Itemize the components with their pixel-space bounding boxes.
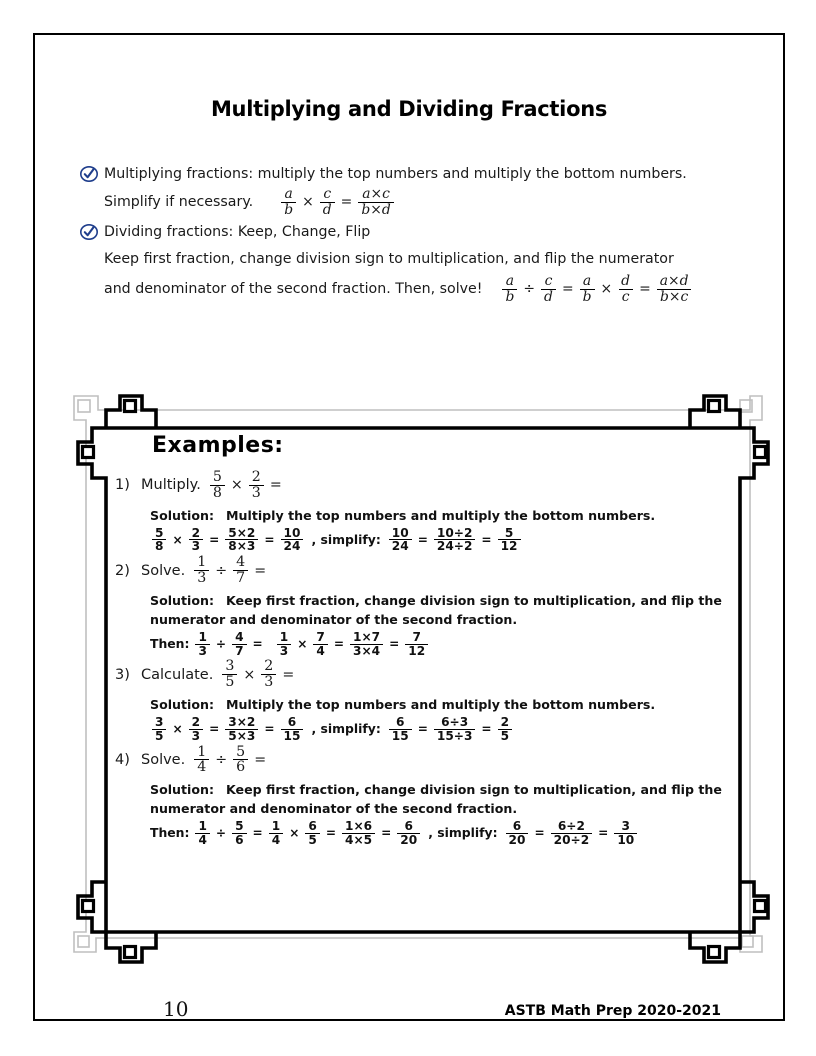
equals-operator: =	[282, 666, 295, 683]
equals-operator-2: =	[639, 281, 651, 298]
note-dividing-line2: Keep first fraction, change division sign to multiplication, and flip the numerator	[104, 251, 674, 268]
simplify-label: , simplify:	[311, 531, 381, 547]
fraction-a-over-b: $\frac{a}{b}$	[281, 187, 296, 217]
note-text-multiplying: Multiplying fractions: multiply the top numbers and multiply the bottom numbers.	[104, 166, 687, 182]
fraction-c-over-d: $\frac{c}{d}$	[541, 274, 556, 304]
times-operator: ×	[302, 193, 314, 210]
solution-text: Keep first fraction, change division sign to multiplication, and flip the numerator and denominator of the second fraction.	[150, 593, 722, 627]
example-number: 1)	[115, 477, 130, 494]
note-simplify-label: Simplify if necessary.	[104, 193, 254, 210]
example-label: Multiply.	[141, 477, 201, 494]
example-solution	[150, 507, 785, 553]
example-solution	[150, 696, 785, 742]
example-prompt	[115, 470, 785, 501]
then-label: Then:	[150, 825, 190, 841]
fraction-result: $\frac{a\times c}{b\times d}$	[358, 187, 393, 217]
then-label: Then:	[150, 635, 190, 651]
equals-operator: =	[561, 281, 574, 298]
solution-statement	[150, 781, 785, 819]
fraction-d-over-c: $\frac{d}{c}$	[618, 274, 633, 304]
fraction-a-over-b-2: $\frac{a}{b}$	[580, 274, 595, 304]
simplify-label: , simplify:	[311, 720, 381, 736]
solution-text: Keep first fraction, change division sign to multiplication, and flip the numerator and denominator of the second fraction.	[150, 782, 722, 817]
solution-work: Then: $\frac{1}{3}$ ÷ $\frac{4}{7}$ = $\frac{1}{3}$ × $\frac{7}{4}$ = $\frac{1\times 7}{3\times 4}$ = $\frac{7}{12}$	[150, 631, 785, 658]
divide-operator: ÷	[215, 751, 228, 768]
equals-operator: =	[254, 751, 267, 768]
times-operator: ×	[600, 281, 613, 298]
example-label: Calculate.	[141, 666, 214, 683]
example-number: 4)	[115, 751, 130, 768]
divide-operator: ÷	[523, 281, 536, 298]
fraction-a-over-b: $\frac{a}{b}$	[502, 274, 517, 304]
notes-section	[79, 163, 749, 305]
formula-divide-fractions	[500, 274, 693, 304]
example-label: Solve.	[141, 562, 186, 579]
note-text-dividing: Dividing fractions: Keep, Change, Flip	[104, 224, 371, 241]
footer-source-label: ASTB Math Prep 2020-2021	[504, 1003, 721, 1019]
fraction-c-over-d: $\frac{c}{d}$	[320, 187, 335, 217]
solution-statement	[150, 696, 785, 715]
equals-operator: =	[254, 562, 267, 579]
solution-label: Solution:	[150, 697, 214, 713]
example-number: 3)	[115, 666, 130, 683]
simplify-label: , simplify:	[428, 825, 498, 841]
example-prompt	[115, 555, 785, 586]
example-number: 2)	[115, 562, 130, 579]
example-solution	[150, 592, 785, 657]
blue-check-circle-icon	[79, 164, 99, 184]
solution-statement	[150, 507, 785, 526]
example-prompt	[115, 745, 785, 776]
equals-operator: =	[269, 477, 282, 494]
solution-text: Multiply the top numbers and multiply the bottom numbers.	[226, 507, 656, 523]
times-operator: ×	[243, 666, 256, 683]
page-title: Multiplying and Dividing Fractions	[210, 97, 608, 121]
examples-section	[105, 433, 785, 849]
solution-label: Solution:	[150, 593, 214, 609]
equals-operator: =	[340, 193, 353, 210]
solution-work: $\frac{3}{5}$ × $\frac{2}{3}$ = $\frac{3\times 2}{5\times 3}$ = $\frac{6}{15}$ , simplify: $\frac{6}{15}$ = $\frac{6\div 3}{15\div 3}$ = $\frac{2}{5}$	[150, 716, 785, 743]
blue-check-circle-icon	[79, 222, 99, 242]
note-item-multiplying	[79, 163, 749, 185]
example-question-expression: $\frac{3}{5}$ × $\frac{2}{3}$ =	[220, 659, 298, 690]
example-item	[105, 555, 785, 657]
example-question-expression: $\frac{5}{8}$ × $\frac{2}{3}$ =	[208, 470, 286, 501]
page-sheet	[33, 33, 785, 1021]
note-item-dividing	[79, 221, 749, 243]
times-operator: ×	[230, 477, 243, 494]
example-question-expression: $\frac{1}{3}$ ÷ $\frac{4}{7}$ =	[192, 555, 270, 586]
note-formula-row-dividing: and denominator of the second fraction. Then, solve! $\frac{a}{b}$ ÷ $\frac{c}{d}$ = $\frac{a}{b}$ × $\frac{d}{c}$ = $\frac{a\times d}{b\times c}$	[104, 274, 749, 304]
footer-page-number: 10	[163, 997, 189, 1021]
formula-multiply-fractions	[279, 187, 396, 217]
example-item	[105, 659, 785, 742]
solution-text: Multiply the top numbers and multiply the bottom numbers.	[226, 697, 656, 713]
example-prompt	[115, 659, 785, 690]
note-formula-row-multiplying	[104, 187, 749, 217]
example-label: Solve.	[141, 751, 186, 768]
fraction-result: $\frac{a\times d}{b\times c}$	[657, 274, 692, 304]
solution-label: Solution:	[150, 782, 214, 798]
example-solution	[150, 781, 785, 846]
divide-operator: ÷	[215, 562, 228, 579]
solution-statement	[150, 592, 785, 630]
example-question-expression: $\frac{1}{4}$ ÷ $\frac{5}{6}$ =	[192, 745, 270, 776]
solution-label: Solution:	[150, 507, 214, 523]
solution-work: $\frac{5}{8}$ × $\frac{2}{3}$ = $\frac{5\times 2}{8\times 3}$ = $\frac{10}{24}$ , simplify: $\frac{10}{24}$ = $\frac{10\div 2}{24\div 2}$ = $\frac{5}{12}$	[150, 527, 785, 554]
examples-heading: Examples:	[152, 433, 284, 458]
solution-work: Then: $\frac{1}{4}$ ÷ $\frac{5}{6}$ = $\frac{1}{4}$ × $\frac{6}{5}$ = $\frac{1\times 6}{4\times 5}$ = $\frac{6}{20}$ , simplify: $\frac{6}{20}$ = $\frac{6\div 2}{20\div 2}$ = $\frac{3}{10}$	[150, 820, 785, 847]
example-item	[105, 470, 785, 553]
example-item	[105, 745, 785, 847]
